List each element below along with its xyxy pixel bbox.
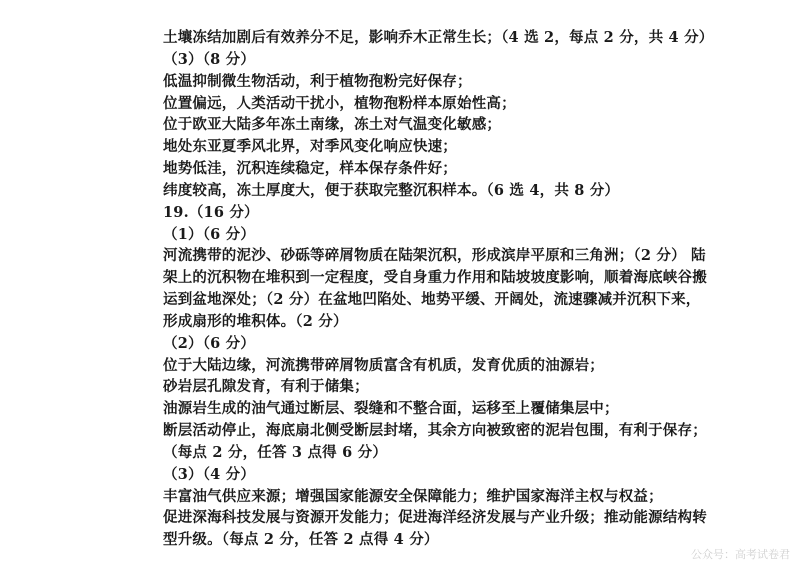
text-line: 形成扇形的堆积体。（2 分） (163, 312, 348, 330)
text-line: 油源岩生成的油气通过断层、裂缝和不整合面，运移至上覆储集层中； (163, 400, 619, 418)
text-line: 位置偏远，人类活动干扰小，植物孢粉样本原始性高； (163, 94, 516, 112)
text-line: 运到盆地深处；（2 分）在盆地凹陷处、地势平缓、开阔处，流速骤减并沉积下来， (163, 291, 701, 308)
text-line: 位于欧亚大陆多年冻土南缘，冻土对气温变化敏感； (163, 116, 502, 134)
section-heading: （1）（6 分） (163, 225, 256, 243)
text-line: 架上的沉积物在堆积到一定程度，受自身重力作用和陆坡坡度影响，顺着海底峡谷搬 (163, 269, 707, 287)
text-line: 地势低洼，沉积连续稳定，样本保存条件好； (163, 160, 457, 177)
question-heading: 19.（16 分） (163, 203, 259, 221)
text-line: 纬度较高，冻土厚度大，便于获取完整沉积样本。（6 选 4，共 8 分） (163, 181, 620, 199)
section-heading: （2）（6 分） (163, 334, 256, 352)
text-line: 促进深海科技发展与资源开发能力；促进海洋经济发展与产业升级；推动能源结构转 (163, 509, 707, 527)
text-line: 低温抑制微生物活动，利于植物孢粉完好保存； (163, 72, 472, 90)
text-line: 断层活动停止，海底扇北侧受断层封堵，其余方向被致密的泥岩包围，有利于保存； (163, 422, 707, 439)
text-line: 砂岩层孔隙发育，有利于储集； (163, 378, 369, 396)
text-line: 丰富油气供应来源；增强国家能源安全保障能力；维护国家海洋主权与权益； (163, 487, 663, 505)
text-line: （每点 2 分，任答 3 点得 6 分） (163, 443, 388, 461)
watermark: 公众号：高考试卷君 (691, 548, 790, 561)
text-line: 地处东亚夏季风北界，对季风变化响应快速； (163, 138, 457, 156)
section-heading: （3）（8 分） (163, 50, 256, 68)
text-line: 位于大陆边缘，河流携带碎屑物质富含有机质，发育优质的油源岩； (163, 356, 604, 374)
text-line: 河流携带的泥沙、砂砾等碎屑物质在陆架沉积，形成滨岸平原和三角洲；（2 分） 陆 (163, 247, 706, 265)
section-heading: （3）（4 分） (163, 465, 256, 483)
text-line: 土壤冻结加剧后有效养分不足，影响乔木正常生长；（4 选 2，每点 2 分，共 4 分） (163, 29, 714, 46)
text-line: 型升级。（每点 2 分，任答 2 点得 4 分） (163, 531, 439, 549)
